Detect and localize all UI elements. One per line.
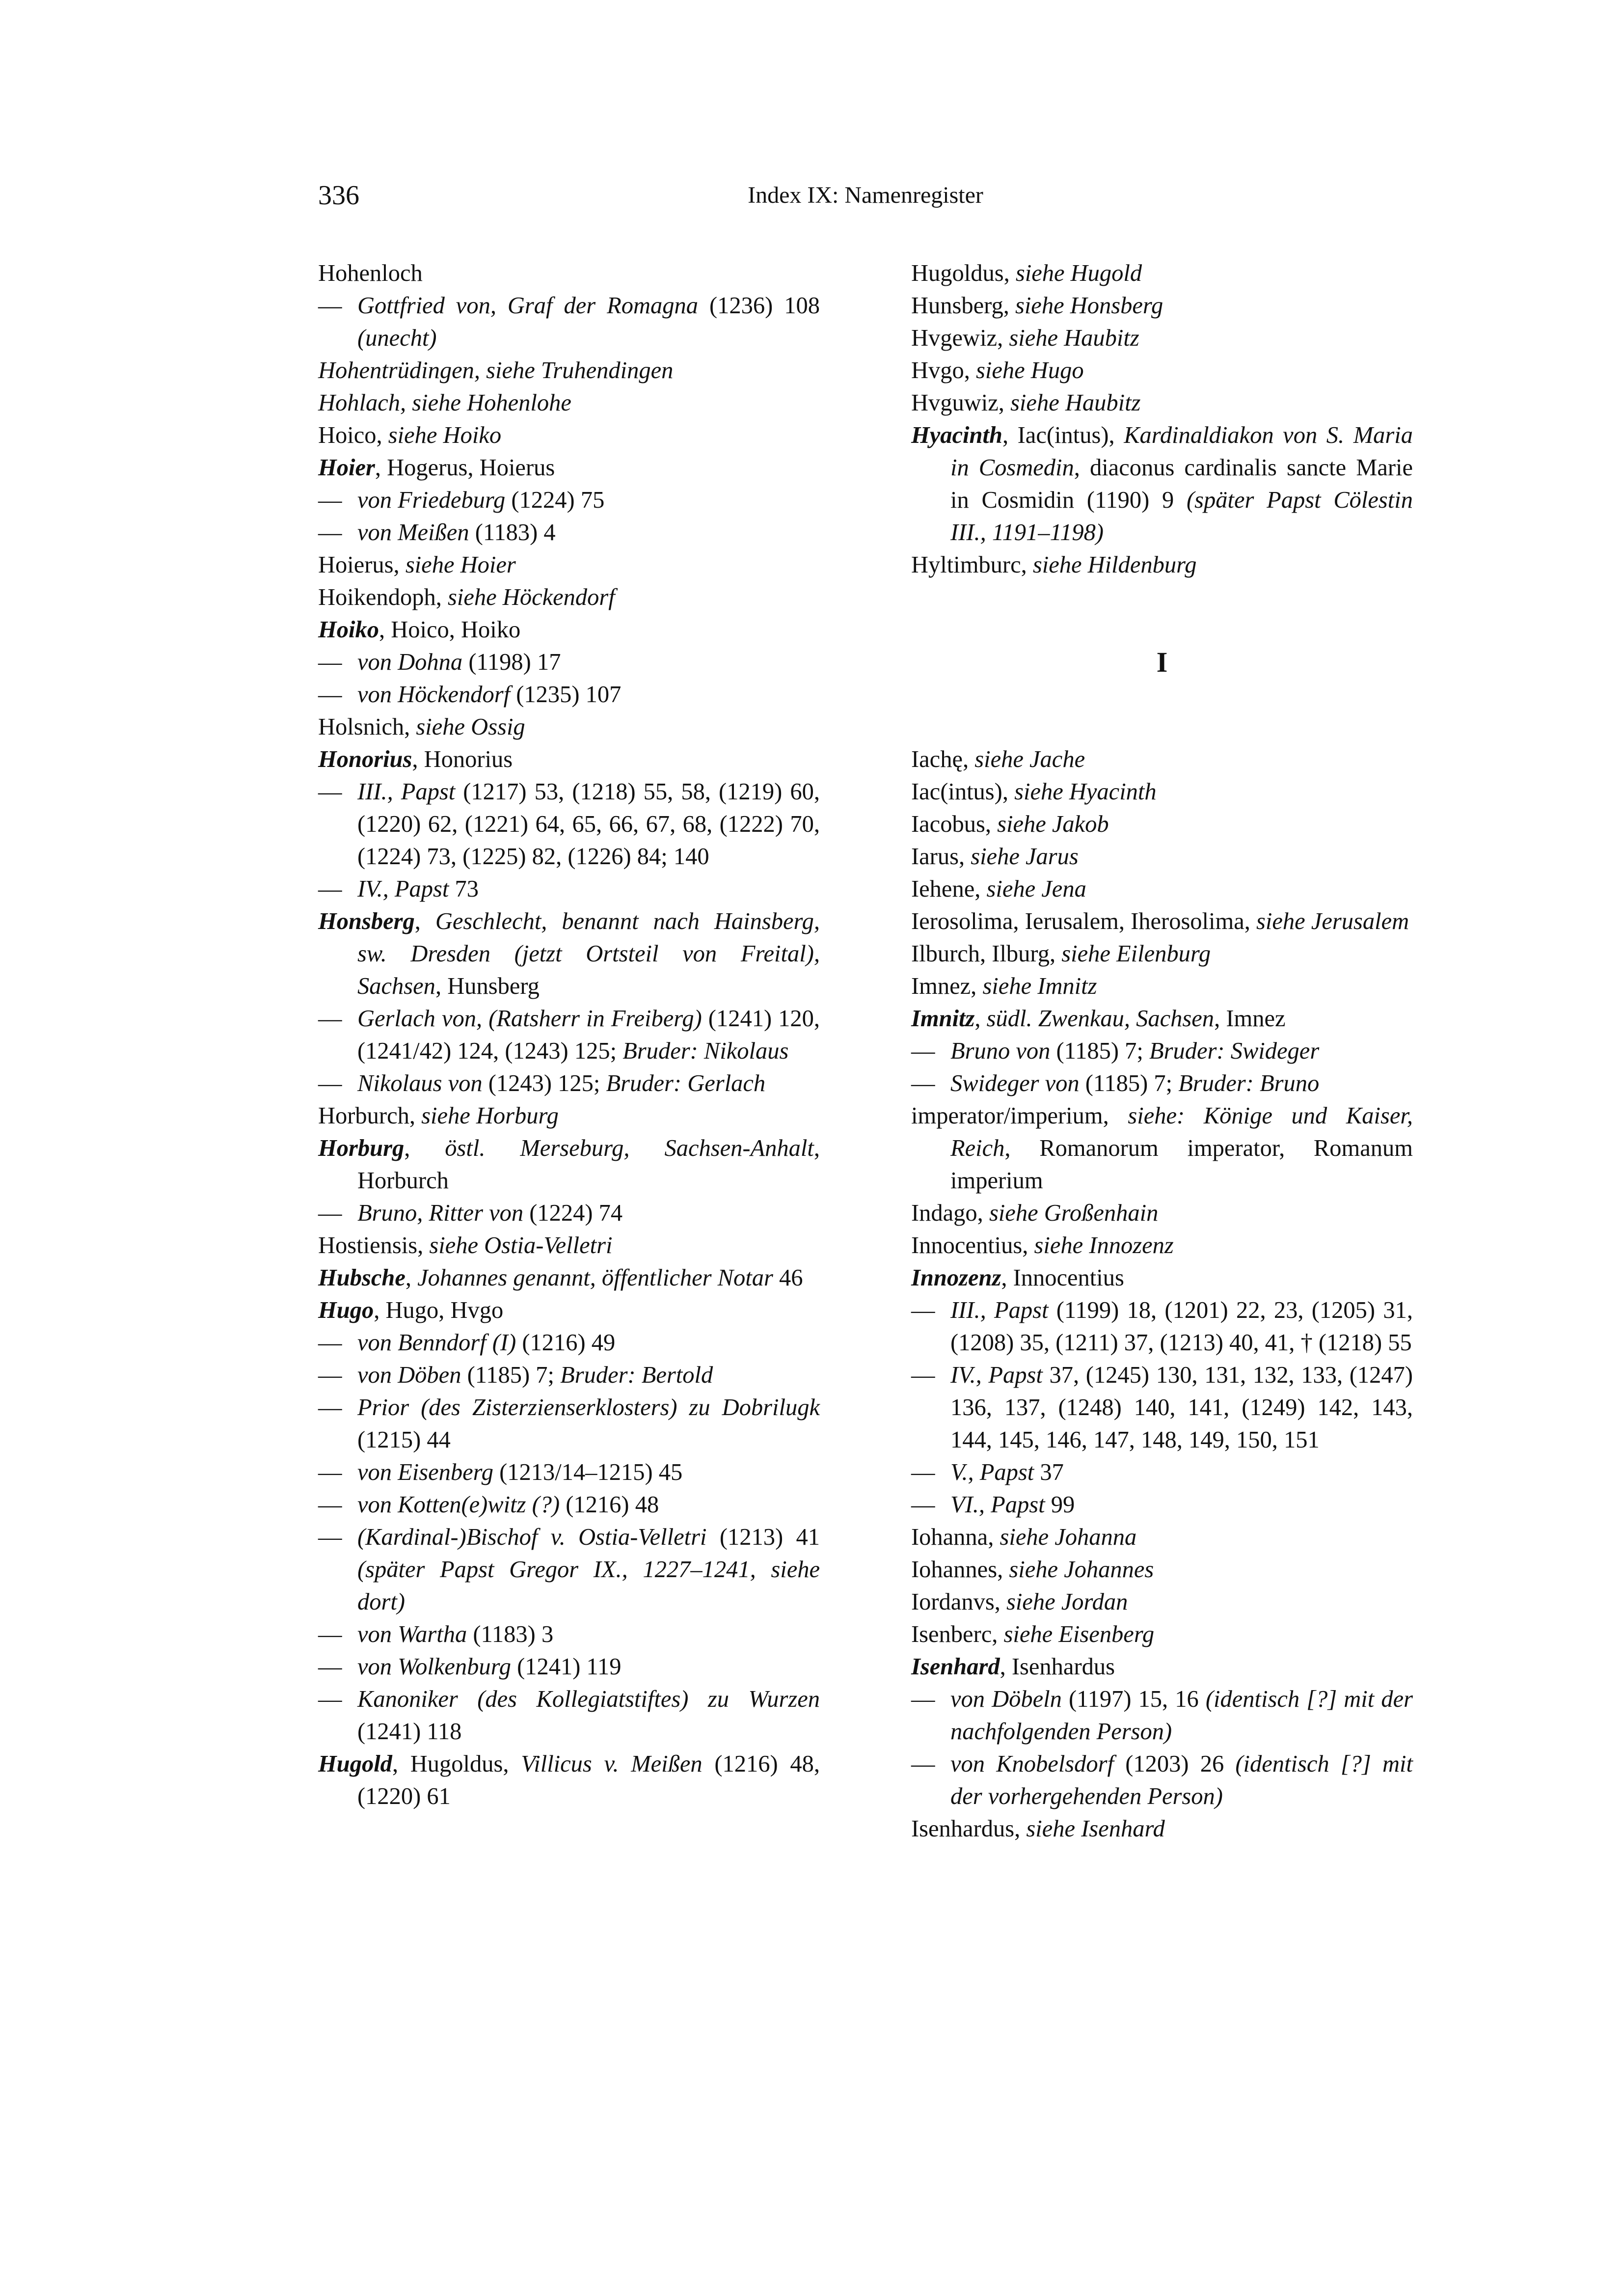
index-entry: Hoiko, Hoico, Hoiko	[318, 617, 521, 643]
index-entry: Hohlach, siehe Hohenlohe	[318, 390, 571, 416]
subentry-dash: —	[318, 1459, 342, 1485]
subentry-text: Swideger von (1185) 7; Bruder: Bruno	[950, 1070, 1320, 1096]
page-number: 336	[318, 180, 359, 211]
index-subentry	[318, 1456, 820, 1489]
subentry-text: von Höckendorf (1235) 107	[357, 682, 622, 708]
index-entry: Hoikendoph, siehe Höckendorf	[318, 584, 615, 610]
subentry-dash: —	[318, 1006, 342, 1032]
index-entry: Iordanvs, siehe Jordan	[911, 1589, 1128, 1615]
index-entry: Iachę, siehe Jache	[911, 746, 1085, 772]
index-entry: Hyacinth, Iac(intus), Kardinaldiakon von S. Maria in Cosmedin, diaconus cardinalis sancte Marie in Cosmidin (1190) 9 (später Papst Cölestin III., 1191–1198)	[911, 422, 1413, 546]
subentry-text: von Wartha (1183) 3	[357, 1621, 554, 1647]
running-header	[318, 176, 1413, 215]
index-subentry	[911, 1294, 1413, 1359]
index-entry: Hugold, Hugoldus, Villicus v. Meißen (1216) 48, (1220) 61	[318, 1751, 820, 1809]
subentry-text: IV., Papst 73	[357, 876, 479, 902]
index-entry: Hugoldus, siehe Hugold	[911, 260, 1142, 286]
subentry-dash: —	[911, 1459, 935, 1485]
subentry-text: von Friedeburg (1224) 75	[357, 487, 605, 513]
subentry-text: IV., Papst 37, (1245) 130, 131, 132, 133, (1247) 136, 137, (1248) 140, 141, (1249) 142, 143, 144, 145, 146, 147, 148, 149, 150, 151	[950, 1362, 1413, 1453]
index-entry: Hostiensis, siehe Ostia-Velletri	[318, 1232, 613, 1258]
index-entry: Horburg, östl. Merseburg, Sachsen-Anhalt, Horburch	[318, 1135, 820, 1194]
index-subentry	[318, 290, 820, 355]
index-subentry	[911, 1489, 1413, 1521]
subentry-dash: —	[318, 1070, 342, 1096]
subentry-dash: —	[318, 1654, 342, 1680]
subentry-text: von Knobelsdorf (1203) 26 (identisch [?] mit der vorhergehenden Person)	[950, 1751, 1413, 1809]
subentry-dash: —	[318, 1492, 342, 1518]
index-entry: Innocentius, siehe Innozenz	[911, 1232, 1174, 1258]
subentry-dash: —	[318, 1362, 342, 1388]
index-entry: Imnitz, südl. Zwenkau, Sachsen, Imnez	[911, 1006, 1286, 1032]
subentry-dash: —	[318, 1394, 342, 1421]
index-entry: Hvgewiz, siehe Haubitz	[911, 325, 1139, 351]
section-letter: I	[1156, 646, 1168, 678]
index-entry: Isenhard, Isenhardus	[911, 1654, 1115, 1680]
index-subentry	[318, 1651, 820, 1683]
subentry-text: von Benndorf (I) (1216) 49	[357, 1330, 616, 1356]
subentry-dash: —	[318, 519, 342, 546]
subentry-dash: —	[318, 1621, 342, 1647]
subentry-text: (Kardinal-)Bischof v. Ostia-Velletri (1213) 41 (später Papst Gregor IX., 1227–1241, siehe dort)	[357, 1524, 820, 1615]
index-entry: Hohenloch	[318, 260, 423, 286]
index-entry: Hohentrüdingen, siehe Truhendingen	[318, 357, 674, 383]
running-title: Index IX: Namenregister	[748, 182, 983, 208]
subentry-text: III., Papst (1199) 18, (1201) 22, 23, (1205) 31, (1208) 35, (1211) 37, (1213) 40, 41, † (1218) 55	[950, 1297, 1413, 1356]
index-subentry	[318, 1197, 820, 1230]
index-column-left	[318, 257, 820, 1813]
subentry-text: V., Papst 37	[950, 1459, 1064, 1485]
subentry-dash: —	[911, 1070, 935, 1096]
subentry-dash: —	[911, 1492, 935, 1518]
index-subentry	[318, 679, 820, 711]
index-entry: Horburch, siehe Horburg	[318, 1103, 559, 1129]
index-subentry	[318, 1067, 820, 1100]
subentry-text: von Wolkenburg (1241) 119	[357, 1654, 622, 1680]
subentry-text: von Eisenberg (1213/14–1215) 45	[357, 1459, 683, 1485]
subentry-dash: —	[911, 1751, 935, 1777]
subentry-dash: —	[318, 682, 342, 708]
index-entry: Holsnich, siehe Ossig	[318, 714, 525, 740]
index-column-right	[911, 257, 1413, 1845]
index-entry: imperator/imperium, siehe: Könige und Kaiser, Reich, Romanorum imperator, Romanum imperium	[911, 1103, 1413, 1194]
index-subentry	[318, 1003, 820, 1067]
index-entry: Iacobus, siehe Jakob	[911, 811, 1109, 837]
subentry-dash: —	[318, 649, 342, 675]
index-subentry	[911, 1067, 1413, 1100]
index-subentry	[911, 1359, 1413, 1456]
index-subentry	[318, 646, 820, 679]
index-subentry	[911, 1035, 1413, 1067]
subentry-text: Prior (des Zisterzienserklosters) zu Dobrilugk (1215) 44	[357, 1394, 820, 1453]
index-subentry	[911, 1456, 1413, 1489]
index-subentry	[318, 1489, 820, 1521]
subentry-text: von Meißen (1183) 4	[357, 519, 556, 546]
subentry-text: von Döbeln (1197) 15, 16 (identisch [?] mit der nachfolgenden Person)	[950, 1686, 1413, 1745]
index-subentry	[318, 1521, 820, 1618]
index-subentry	[911, 1748, 1413, 1813]
subentry-text: Gerlach von, (Ratsherr in Freiberg) (1241) 120, (1241/42) 124, (1243) 125; Bruder: Nikolaus	[357, 1006, 820, 1064]
subentry-text: von Dohna (1198) 17	[357, 649, 561, 675]
index-entry: Iohanna, siehe Johanna	[911, 1524, 1137, 1550]
index-entry: Indago, siehe Großenhain	[911, 1200, 1159, 1226]
subentry-dash: —	[318, 1330, 342, 1356]
index-entry: Hoierus, siehe Hoier	[318, 552, 516, 578]
subentry-dash: —	[911, 1038, 935, 1064]
index-entry: Isenberc, siehe Eisenberg	[911, 1621, 1155, 1647]
index-entry: Honorius, Honorius	[318, 746, 513, 772]
index-entry: Iac(intus), siehe Hyacinth	[911, 779, 1157, 805]
index-subentry	[318, 1683, 820, 1748]
subentry-text: Gottfried von, Graf der Romagna (1236) 108 (unecht)	[357, 293, 820, 351]
index-entry: Iehene, siehe Jena	[911, 876, 1086, 902]
index-entry: Ierosolima, Ierusalem, Iherosolima, siehe Jerusalem	[911, 908, 1409, 934]
index-entry: Iohannes, siehe Johannes	[911, 1557, 1154, 1583]
index-subentry	[318, 1618, 820, 1651]
subentry-text: III., Papst (1217) 53, (1218) 55, 58, (1219) 60, (1220) 62, (1221) 64, 65, 66, 67, 68, (1222) 70, (1224) 73, (1225) 82, (1226) 84; 140	[357, 779, 820, 870]
index-subentry	[318, 1392, 820, 1456]
index-subentry	[318, 1359, 820, 1392]
subentry-text: Kanoniker (des Kollegiatstiftes) zu Wurzen (1241) 118	[357, 1686, 820, 1745]
subentry-text: Nikolaus von (1243) 125; Bruder: Gerlach	[357, 1070, 766, 1096]
index-entry: Hvgo, siehe Hugo	[911, 357, 1084, 383]
subentry-dash: —	[318, 876, 342, 902]
index-entry: Hoier, Hogerus, Hoierus	[318, 455, 555, 481]
subentry-dash: —	[911, 1362, 935, 1388]
subentry-dash: —	[318, 293, 342, 319]
index-entry: Hvguwiz, siehe Haubitz	[911, 390, 1141, 416]
index-entry: Iarus, siehe Jarus	[911, 844, 1079, 870]
index-entry: Hoico, siehe Hoiko	[318, 422, 502, 448]
index-subentry	[318, 776, 820, 873]
subentry-dash: —	[911, 1297, 935, 1323]
subentry-text: von Kotten(e)witz (?) (1216) 48	[357, 1492, 659, 1518]
subentry-dash: —	[318, 1200, 342, 1226]
index-entry: Innozenz, Innocentius	[911, 1265, 1124, 1291]
index-subentry	[318, 1327, 820, 1359]
subentry-dash: —	[318, 1686, 342, 1712]
subentry-dash: —	[911, 1686, 935, 1712]
index-subentry	[911, 1683, 1413, 1748]
index-entry: Hunsberg, siehe Honsberg	[911, 293, 1163, 319]
index-subentry	[318, 484, 820, 517]
index-entry: Ilburch, Ilburg, siehe Eilenburg	[911, 941, 1211, 967]
subentry-text: von Döben (1185) 7; Bruder: Bertold	[357, 1362, 713, 1388]
subentry-dash: —	[318, 487, 342, 513]
subentry-text: Bruno von (1185) 7; Bruder: Swideger	[950, 1038, 1320, 1064]
index-subentry	[318, 517, 820, 549]
subentry-text: Bruno, Ritter von (1224) 74	[357, 1200, 623, 1226]
subentry-dash: —	[318, 1524, 342, 1550]
index-entry: Hugo, Hugo, Hvgo	[318, 1297, 504, 1323]
index-entry: Imnez, siehe Imnitz	[911, 973, 1097, 999]
index-entry: Hyltimburc, siehe Hildenburg	[911, 552, 1197, 578]
subentry-text: VI., Papst 99	[950, 1492, 1075, 1518]
index-entry: Hubsche, Johannes genannt, öffentlicher Notar 46	[318, 1265, 803, 1291]
index-subentry	[318, 873, 820, 905]
index-entry: Honsberg, Geschlecht, benannt nach Hainsberg, sw. Dresden (jetzt Ortsteil von Freital), Sachsen, Hunsberg	[318, 908, 820, 999]
subentry-dash: —	[318, 779, 342, 805]
index-entry: Isenhardus, siehe Isenhard	[911, 1816, 1165, 1842]
